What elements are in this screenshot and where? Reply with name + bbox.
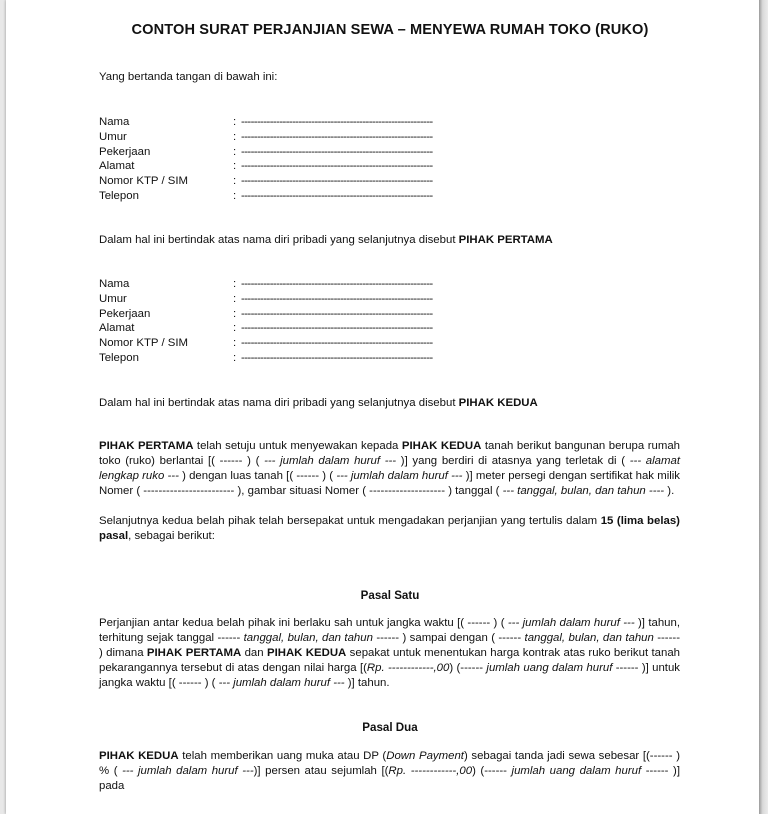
document-title: CONTOH SURAT PERJANJIAN SEWA – MENYEWA RUMAH TOKO (RUKO)	[131, 22, 649, 38]
identity-field-row	[99, 307, 459, 322]
pasal-dua-paragraph: PIHAK KEDUA telah memberikan uang muka atau DP (Down Payment) sebagai tanda jadi sewa sebesar [(------ ) % ( --- jumlah dalam huruf ---)] persen atau sejumlah [(Rp. ------------,00) (------ jumlah uang dalam huruf ------ )] pada	[99, 750, 680, 792]
party-one-statement: Dalam hal ini bertindak atas nama diri pribadi yang selanjutnya disebut PIHAK PERTAMA	[99, 234, 553, 246]
field-colon: :	[233, 116, 237, 128]
field-label: Telepon	[99, 351, 139, 364]
field-colon: :	[233, 130, 237, 143]
identity-field-row	[99, 130, 459, 145]
party-one-label: PIHAK PERTAMA	[458, 234, 553, 246]
party-two-statement: Dalam hal ini bertindak atas nama diri pribadi yang selanjutnya disebut PIHAK KEDUA	[99, 397, 538, 409]
field-colon: :	[233, 322, 237, 335]
field-blank-line: ------------------------------------------------------------	[241, 322, 433, 335]
field-label: Alamat	[99, 160, 135, 173]
identity-field-row	[99, 351, 459, 366]
field-label: Nama	[99, 278, 130, 290]
identity-field-row	[99, 321, 459, 336]
field-colon: :	[233, 351, 237, 364]
field-blank-line: ------------------------------------------------------------	[241, 130, 433, 143]
field-label: Nomor KTP / SIM	[99, 175, 189, 188]
field-label: Nomor KTP / SIM	[99, 337, 189, 350]
agreement-paragraph: PIHAK PERTAMA telah setuju untuk menyewakan kepada PIHAK KEDUA tanah berikut bangunan berupa rumah toko (ruko) berlantai [( ------ ) ( --- jumlah dalam huruf --- )] yang berdiri di atasnya yang terletak di ( --- alamat lengkap ruko --- ) dengan luas tanah [( ------ ) ( --- jumlah dalam huruf --- )] meter persegi dengan sertifikat hak milik Nomer ( ------------------------ ), gambar situasi Nomer ( -------------------- ) tanggal ( --- tanggal, bulan, dan tahun ---- ).	[99, 440, 681, 497]
party-two-label: PIHAK KEDUA	[458, 397, 538, 409]
identity-field-row	[99, 336, 459, 351]
field-blank-line: ------------------------------------------------------------	[241, 292, 433, 305]
identity-field-row	[99, 174, 459, 189]
field-blank-line: ------------------------------------------------------------	[241, 116, 433, 128]
field-colon: :	[233, 307, 237, 320]
field-label: Pekerjaan	[99, 307, 151, 320]
identity-field-row	[99, 189, 459, 204]
identity-field-row	[99, 159, 459, 174]
field-blank-line: ------------------------------------------------------------	[241, 175, 433, 188]
field-label: Alamat	[99, 322, 135, 335]
party-one-fields	[99, 115, 459, 204]
field-blank-line: ------------------------------------------------------------	[241, 337, 433, 350]
field-colon: :	[233, 145, 237, 158]
pasal-satu-paragraph: Perjanjian antar kedua belah pihak ini berlaku sah untuk jangka waktu [( ------ ) ( --- jumlah dalam huruf --- )] tahun, terhitung sejak tanggal ------ tanggal, bulan, dan tahun ------ ) sampai dengan ( ------ tanggal, bulan, dan tahun ------ ) dimana PIHAK PERTAMA dan PIHAK KEDUA sepakat untuk menentukan harga kontrak atas ruko berikut tanah pekarangannya tersebut di atas dengan nilai harga [(Rp. ------------,00) (------ jumlah uang dalam huruf ------ )] untuk jangka waktu [( ------ ) ( --- jumlah dalam huruf --- )] tahun.	[99, 617, 681, 689]
field-label: Umur	[99, 292, 127, 305]
field-label: Telepon	[99, 189, 139, 202]
field-colon: :	[233, 160, 237, 173]
field-colon: :	[233, 189, 237, 202]
field-blank-line: ------------------------------------------------------------	[241, 307, 433, 320]
field-label: Nama	[99, 116, 130, 128]
field-blank-line: ------------------------------------------------------------	[241, 189, 433, 202]
field-blank-line: ------------------------------------------------------------	[241, 160, 433, 173]
pasal-dua-heading: Pasal Dua	[362, 721, 418, 734]
party-two-fields	[99, 277, 459, 366]
field-colon: :	[233, 337, 237, 350]
field-blank-line: ------------------------------------------------------------	[241, 145, 433, 158]
field-colon: :	[233, 175, 237, 188]
field-colon: :	[233, 278, 237, 290]
document-page	[6, 0, 759, 814]
field-label: Pekerjaan	[99, 145, 151, 158]
agreed-paragraph: Selanjutnya kedua belah pihak telah bersepakat untuk mengadakan perjanjian yang tertulis dalam 15 (lima belas) pasal, sebagai berikut:	[99, 515, 680, 542]
identity-field-row	[99, 292, 459, 307]
page-edge-shadow	[759, 0, 768, 814]
field-blank-line: ------------------------------------------------------------	[241, 351, 433, 364]
field-blank-line: ------------------------------------------------------------	[241, 278, 433, 290]
intro-text: Yang bertanda tangan di bawah ini:	[99, 71, 278, 83]
pasal-satu-heading: Pasal Satu	[360, 589, 420, 602]
identity-field-row	[99, 145, 459, 160]
identity-field-row	[99, 277, 459, 292]
field-label: Umur	[99, 130, 127, 143]
identity-field-row	[99, 115, 459, 130]
field-colon: :	[233, 292, 237, 305]
